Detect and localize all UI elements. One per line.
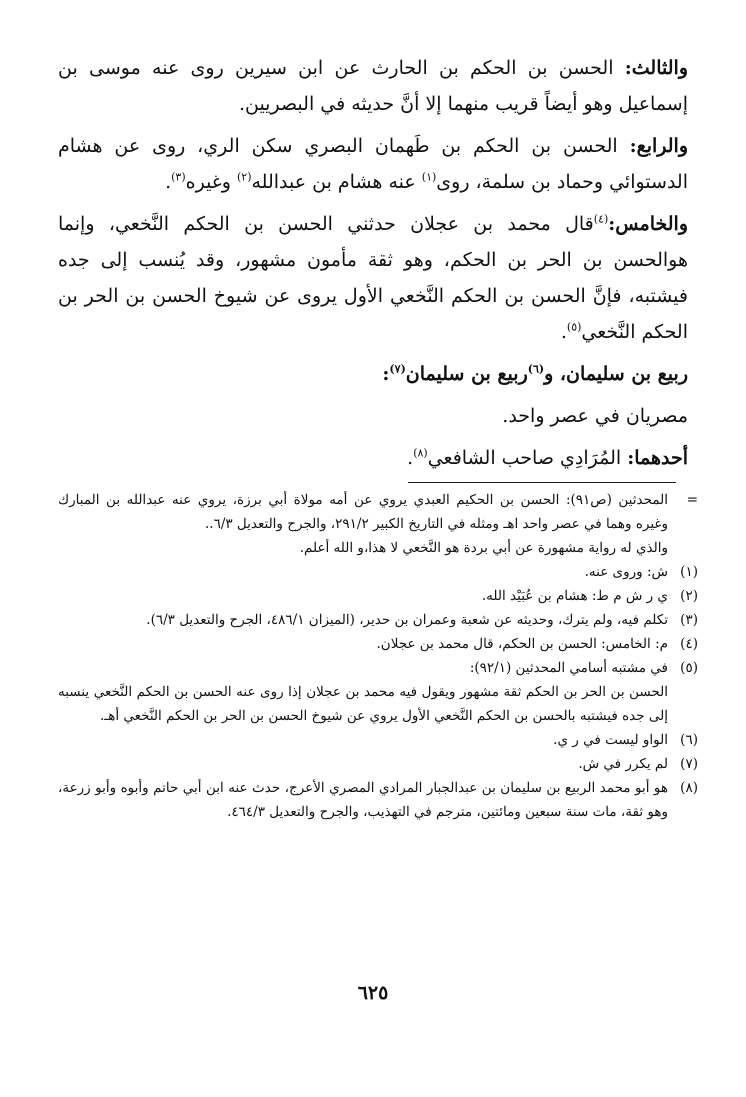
footnote	[58, 608, 698, 632]
footnote-ref[interactable]: (٤)	[593, 212, 609, 226]
footnote-number: (٨)	[680, 780, 698, 796]
entry-text: وغيره	[185, 171, 237, 193]
footnote-ref[interactable]: (١)	[421, 170, 437, 184]
entry-text: الحسن بن الحكم بن طَهمان البصري سكن الري، روى عن هشام الدستوائي وحماد بن سلمة، روى	[58, 135, 688, 193]
footnote-number: (٣)	[680, 612, 698, 628]
section-heading	[58, 356, 688, 392]
footnote-text: والذي له رواية مشهورة عن أبي بردة هو النَّخعي لا هذا،و الله أعلم.	[299, 540, 668, 556]
footnote-number: (١)	[680, 564, 698, 580]
footnote-text: المحدثين (ص٩١): الحسن بن الحكيم العبدي يروي عن أمه مولاة أبي برزة، يروي عنه عبدالله بن المبارك وغيره وهما في عصر واحد اهـ ومثله في التاريخ الكبير ٢٩١/٢، والجرح والتعديل ٦/٣..	[58, 492, 668, 532]
footnote-ref[interactable]: (٦)	[527, 362, 545, 376]
footnote	[58, 584, 698, 608]
page-number: ٦٢٥	[357, 982, 389, 1004]
heading-text: ربيع بن سليمان	[405, 363, 528, 385]
footnote	[58, 752, 698, 776]
footnote-continued	[58, 488, 698, 560]
footnote-number: (٧)	[680, 756, 698, 772]
footnote-number: =	[686, 492, 698, 508]
paragraph-fifth	[58, 206, 688, 350]
footnote-ref[interactable]: (٨)	[413, 446, 428, 460]
footnote-number: (٢)	[680, 588, 698, 604]
footnote-text: ش: وروى عنه.	[584, 564, 668, 580]
entry-text: .	[407, 447, 414, 469]
footnote-ref[interactable]: (٧)	[389, 362, 406, 376]
footnote-number: (٦)	[680, 732, 698, 748]
footnotes	[58, 488, 698, 824]
entry-text: .	[165, 171, 172, 193]
footnote-number: (٥)	[680, 660, 698, 676]
main-text	[58, 50, 688, 482]
footnote-text: تكلم فيه، ولم يترك، وحديثه عن شعبة وعمران بن حدير، (الميزان ٤٨٦/١، الجرح والتعديل ٦/٣).	[146, 612, 668, 628]
footnote	[58, 560, 698, 584]
footnote-text: م: الخامس: الحسن بن الحكم، قال محمد بن عجلان.	[376, 636, 668, 652]
entry-text: الحسن بن الحكم بن الحارث عن ابن سيرين روى عنه موسى بن إسماعيل وهو أيضاً قريب منهما إلا أنَّ حديثه في البصريين.	[58, 57, 688, 115]
entry-text: قال محمد بن عجلان حدثني الحسن بن الحكم النَّخعي، وإنما هوالحسن بن الحر بن الحكم، وهو ثقة مأمون مشهور، وقد يُنسب إلى جده فيشتبه، فإنَّ الحسن بن الحكم النَّخعي الأول يروى عن شيوخ الحسن بن الحر بن الحكم النَّخعي	[58, 213, 688, 343]
footnote-separator	[408, 482, 676, 483]
footnote	[58, 632, 698, 656]
entry-lead: والخامس:	[608, 213, 688, 235]
footnote-text: ي ر ش م ط: هشام بن عُبَيْد الله.	[481, 588, 668, 604]
footnote-ref[interactable]: (٥)	[566, 320, 582, 334]
footnote-text: لم يكرر في ش.	[578, 756, 668, 772]
entry-lead: والرابع:	[629, 135, 688, 157]
footnote-text: الواو ليست في ر ي.	[553, 732, 668, 748]
footnote-text: في مشتبه أسامي المحدثين (٩٢/١):	[469, 660, 668, 676]
footnote-body	[58, 488, 668, 560]
footnote	[58, 656, 698, 728]
footnote-text: هو أبو محمد الربيع بن سليمان بن عبدالجبار المرادي المصري الأعرج، حدث عنه ابن أبي حاتم وأبوه وأبو زرعة، وهو ثقة، مات سنة سبعين ومائتين، مترجم في التهذيب، والجرح والتعديل ٤٦٤/٣.	[58, 780, 668, 820]
footnote-ref[interactable]: (٣)	[171, 170, 186, 184]
entry-text: عنه هشام بن عبدالله	[251, 171, 422, 193]
paragraph-first-of-them	[58, 440, 688, 476]
entry-text: المُرَادِي صاحب الشافعي	[427, 447, 628, 469]
footnote	[58, 728, 698, 752]
paragraph-third	[58, 50, 688, 122]
footnote-text: الحسن بن الحر بن الحكم ثقة مشهور ويقول فيه محمد بن عجلان إذا روى عنه الحسن بن الحكم النَّخعي ينسبه إلى جده فيشتبه بالحسن بن الحكم النَّخعي الأول يروي عن شيوخ الحسن بن الحر بن الحكم النَّخعي أهـ.	[58, 684, 668, 724]
entry-lead: أحدهما:	[627, 447, 688, 469]
footnote	[58, 776, 698, 824]
footnote-ref[interactable]: (٢)	[236, 170, 252, 184]
footnote-body	[58, 656, 668, 728]
heading-text: :	[382, 363, 390, 385]
entry-lead: والثالث:	[624, 57, 688, 79]
heading-text: ربيع بن سليمان، و	[544, 363, 688, 385]
paragraph-egyptians: مصريان في عصر واحد.	[502, 405, 688, 427]
paragraph-fourth	[58, 128, 688, 200]
footnote-number: (٤)	[680, 636, 698, 652]
entry-text: .	[560, 321, 567, 343]
